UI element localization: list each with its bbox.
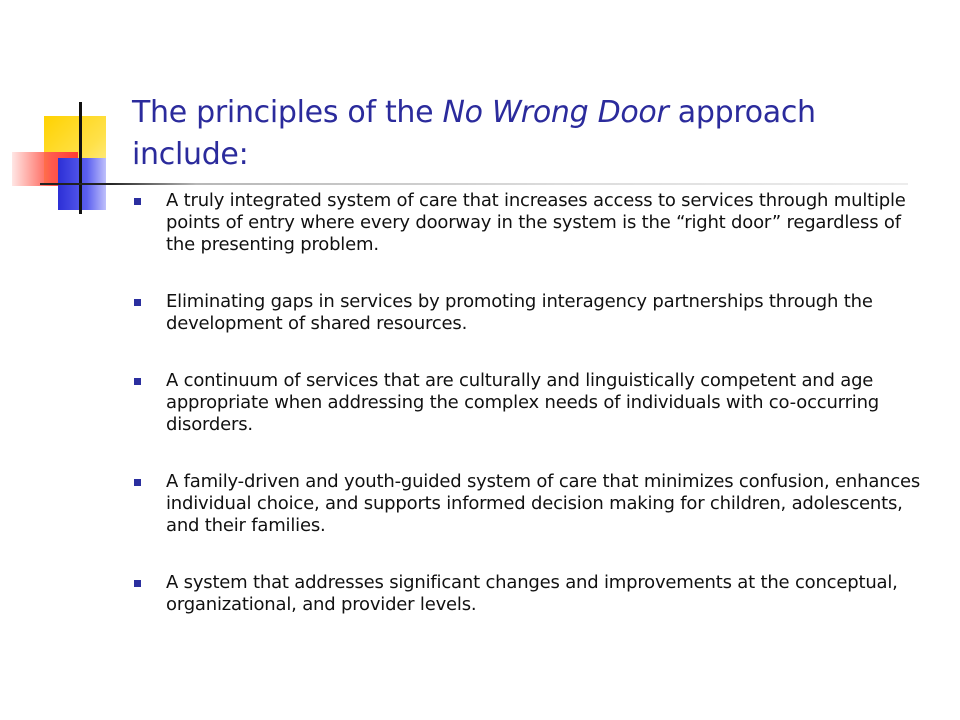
decorative-vertical-line — [79, 102, 82, 214]
bullet-square-icon — [134, 198, 141, 205]
bullet-text: Eliminating gaps in services by promoting interagency partnerships through the development of shared resources. — [166, 291, 873, 334]
bullet-text: A family-driven and youth-guided system of care that minimizes confusion, enhances individual choice, and supports informed decision making for children, adolescents, and their families. — [166, 471, 921, 536]
bullet-text: A system that addresses significant changes and improvements at the conceptual, organizational, and provider levels. — [166, 572, 898, 615]
bullet-item — [132, 471, 922, 537]
bullet-item — [132, 190, 922, 256]
bullet-text: A continuum of services that are culturally and linguistically competent and age appropriate when addressing the complex needs of individuals with co-occurring disorders. — [166, 370, 880, 435]
bullet-square-icon — [134, 299, 141, 306]
bullet-text: A truly integrated system of care that increases access to services through multiple points of entry where every doorway in the system is the “right door” regardless of the presenting problem. — [166, 190, 906, 255]
bullet-item — [132, 370, 922, 436]
slide-title — [132, 92, 912, 176]
bullet-list — [132, 190, 922, 651]
title-text-end: approach include: — [132, 95, 816, 172]
bullet-item — [132, 572, 922, 616]
bullet-square-icon — [134, 378, 141, 385]
bullet-item — [132, 291, 922, 335]
title-divider-line — [40, 183, 908, 185]
bullet-square-icon — [134, 580, 141, 587]
bullet-square-icon — [134, 479, 141, 486]
title-text-start: The principles of the — [132, 95, 443, 130]
title-emphasis: No Wrong Door — [442, 95, 669, 130]
